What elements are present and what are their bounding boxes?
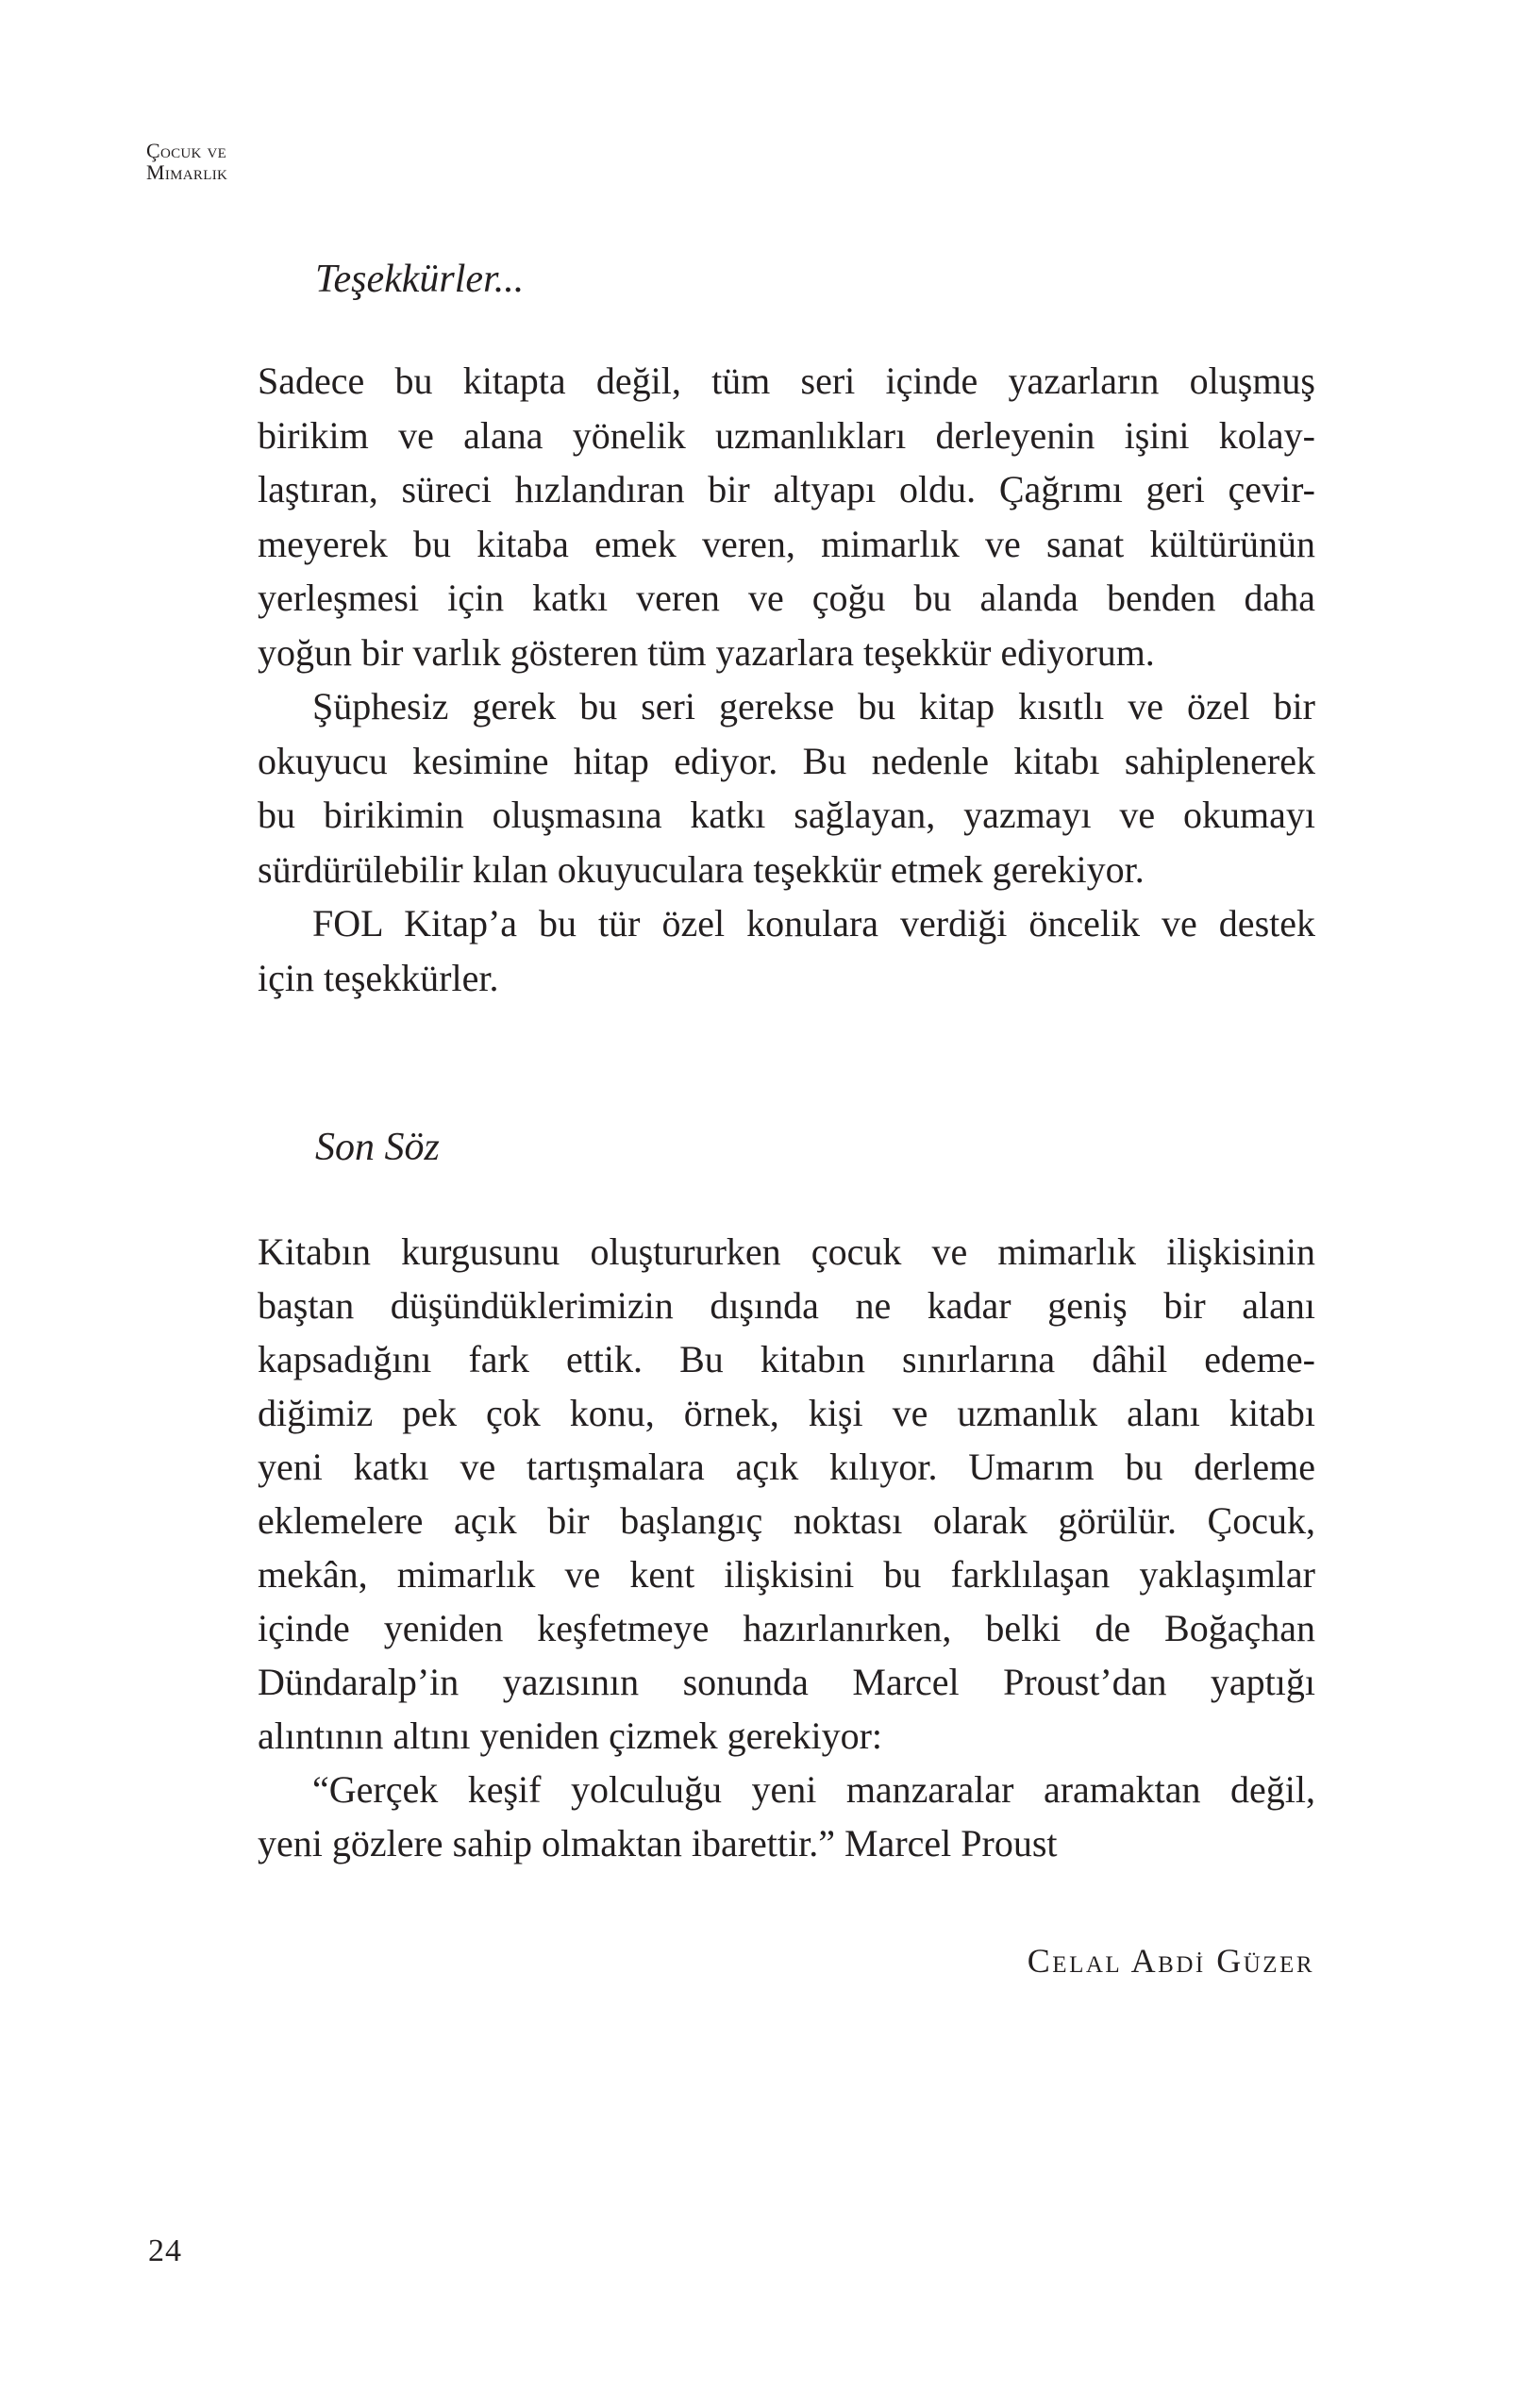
text-line: kapsadığını fark ettik. Bu kitabın sınırlarına dâhil edeme- xyxy=(258,1338,1315,1380)
acknowledgements-text xyxy=(258,354,1315,1005)
text-line: laştıran, süreci hızlandıran bir altyapı oldu. Çağrımı geri çevir- xyxy=(258,468,1315,510)
text-line: yeni katkı ve tartışmalara açık kılıyor. Umarım bu derleme xyxy=(258,1446,1315,1488)
page-number: 24 xyxy=(148,2233,182,2268)
running-head xyxy=(146,140,227,183)
author-signature: Celal Abdi̇ Güzer xyxy=(1027,1942,1314,1980)
text-line: Şüphesiz gerek bu seri gerekse bu kitap kısıtlı ve özel bir xyxy=(312,685,1315,727)
afterword-text xyxy=(258,1225,1315,1870)
quote-line: yeni gözlere sahip olmaktan ibarettir.” Marcel Proust xyxy=(258,1822,1058,1865)
text-line: birikim ve alana yönelik uzmanlıkları derleyenin işini kolay- xyxy=(258,413,1315,457)
section-title-afterword: Son Söz xyxy=(315,1126,440,1169)
text-line: içinde yeniden keşfetmeye hazırlanırken, belki de Boğaçhan xyxy=(258,1607,1315,1649)
text-line: baştan düşündüklerimizin dışında ne kadar geniş bir alanı xyxy=(258,1284,1315,1327)
quote-line: “Gerçek keşif yolculuğu yeni manzaralar aramaktan değil, xyxy=(312,1768,1315,1811)
text-line: meyerek bu kitaba emek veren, mimarlık ve sanat kültürünün xyxy=(258,522,1315,565)
text-line: yoğun bir varlık gösteren tüm yazarlara teşekkür ediyorum. xyxy=(258,630,1155,674)
text-line: yerleşmesi için katkı veren ve çoğu bu alanda benden daha xyxy=(258,577,1315,619)
section-title-acknowledgements: Teşekkürler... xyxy=(315,258,525,301)
text-line: için teşekkürler. xyxy=(258,956,499,999)
text-line: sürdürülebilir kılan okuyuculara teşekkür etmek gerekiyor. xyxy=(258,847,1145,891)
text-line: bu birikimin oluşmasına katkı sağlayan, yazmayı ve okumayı xyxy=(258,794,1315,836)
text-line: Kitabın kurgusunu oluştururken çocuk ve mimarlık ilişkisinin xyxy=(258,1230,1315,1273)
running-head-line-2: Mimarlık xyxy=(146,160,228,184)
text-line: mekân, mimarlık ve kent ilişkisini bu farklılaşan yaklaşımlar xyxy=(258,1553,1315,1596)
running-head-line-1: Çocuk ve xyxy=(146,139,227,162)
text-line: okuyucu kesimine hitap ediyor. Bu nedenle kitabı sahiplenerek xyxy=(258,739,1315,782)
text-line: alıntının altını yeniden çizmek gerekiyor: xyxy=(258,1714,883,1757)
text-line: diğimiz pek çok konu, örnek, kişi ve uzmanlık alanı kitabı xyxy=(258,1392,1315,1434)
text-line: Sadece bu kitapta değil, tüm seri içinde yazarların oluşmuş xyxy=(258,360,1315,402)
text-line: FOL Kitap’a bu tür özel konulara verdiği öncelik ve destek xyxy=(312,902,1315,945)
text-line: eklemelere açık bir başlangıç noktası olarak görülür. Çocuk, xyxy=(258,1499,1315,1542)
text-line: Dündaralp’in yazısının sonunda Marcel Proust’dan yaptığı xyxy=(258,1661,1315,1703)
